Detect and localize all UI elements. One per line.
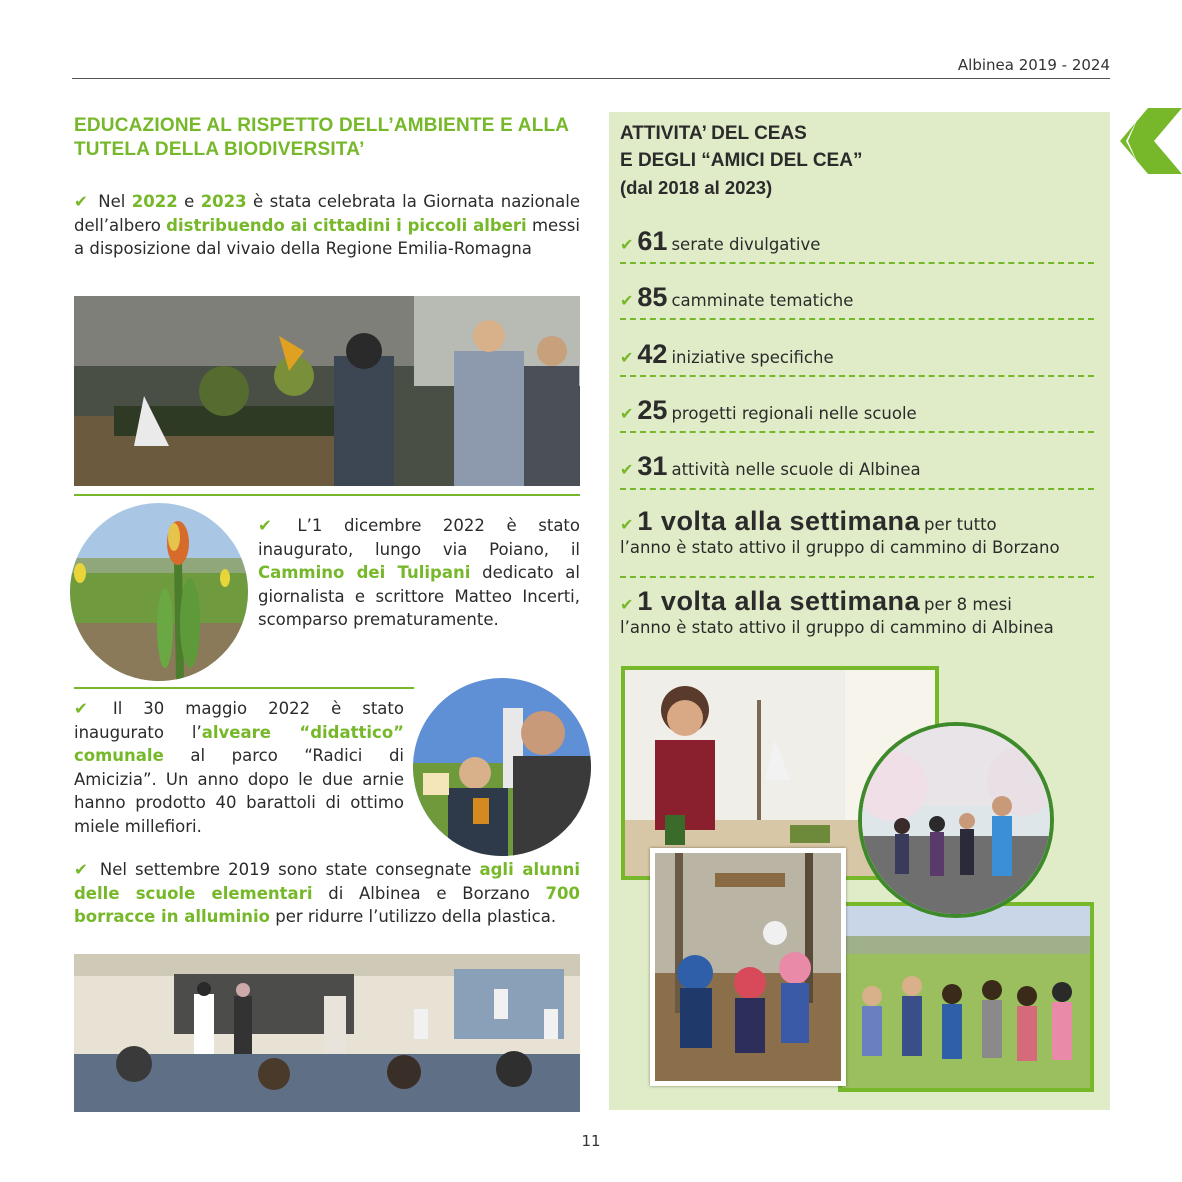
photo-classroom xyxy=(74,954,580,1112)
page-number: 11 xyxy=(581,1132,601,1150)
panel-title-line1: ATTIVITA’ DEL CEAS xyxy=(620,123,807,144)
highlight-2023: 2023 xyxy=(200,192,247,211)
weekly-stat-borzano xyxy=(620,506,1094,559)
stat-number: 25 xyxy=(637,395,668,425)
check-icon: ✔ xyxy=(620,235,634,254)
text: è stata celebrata la Giornata nazionale dell’albero xyxy=(74,192,580,235)
check-icon: ✔ xyxy=(620,515,634,534)
check-icon: ✔ xyxy=(620,460,634,479)
check-icon: ✔ xyxy=(258,516,272,535)
divider xyxy=(74,687,414,689)
dashed-divider xyxy=(620,431,1094,433)
paragraph-water-bottles xyxy=(74,858,580,929)
text: L’1 dicembre 2022 è stato inaugurato, lungo via Poiano, il xyxy=(258,516,580,559)
photo-kids-forest xyxy=(650,848,846,1086)
stat-label: attività nelle scuole di Albinea xyxy=(671,460,921,479)
text: dedicato al giornalista e scrittore Matteo Incerti, scomparso prematuramente. xyxy=(258,563,580,629)
check-icon: ✔ xyxy=(620,404,634,423)
check-icon: ✔ xyxy=(620,291,634,310)
dashed-divider xyxy=(620,576,1094,578)
check-icon: ✔ xyxy=(74,192,88,211)
highlight-trees: distribuendo ai cittadini i piccoli alberi xyxy=(166,215,527,235)
stat-number: 61 xyxy=(637,226,668,256)
chevron-left-icon xyxy=(1120,108,1182,174)
stat-number: 31 xyxy=(637,451,668,481)
weekly-stat-albinea xyxy=(620,586,1094,639)
highlight-2022: 2022 xyxy=(131,192,178,211)
text: al parco “Radici di Amicizia”. Un anno dopo le due arnie hanno prodotto 40 barattoli di ottimo miele millefiori. xyxy=(74,746,404,836)
text: per ridurre l’utilizzo della plastica. xyxy=(269,907,557,926)
photo-group-walk xyxy=(858,722,1054,918)
photo-kids-field xyxy=(838,902,1094,1092)
paragraph-tulip-path xyxy=(258,514,580,632)
section-title: EDUCAZIONE AL RISPETTO DELL’AMBIENTE E ALLA TUTELA DELLA BIODIVERSITA’ xyxy=(74,115,569,160)
text: Nel settembre 2019 sono state consegnate xyxy=(91,860,480,879)
check-icon: ✔ xyxy=(74,860,88,879)
panel-title xyxy=(620,120,1090,174)
stat-number: 1 volta alla settimana xyxy=(637,586,921,616)
stat-label: per 8 mesi xyxy=(924,595,1012,614)
photo-tree-distribution xyxy=(74,296,580,486)
highlight-students: agli alunni delle scuole elementari xyxy=(74,860,581,903)
header-title: Albinea 2019 - 2024 xyxy=(957,56,1110,74)
check-icon: ✔ xyxy=(74,699,88,718)
check-icon: ✔ xyxy=(620,348,634,367)
stat-number: 1 volta alla settimana xyxy=(637,506,921,536)
text: e xyxy=(177,192,201,211)
highlight-bottles: 700 borracce in alluminio xyxy=(74,883,580,926)
stat-number: 42 xyxy=(637,339,668,369)
stat-number: 85 xyxy=(637,282,668,312)
paragraph-beehive xyxy=(74,697,404,838)
text: Nel xyxy=(91,192,132,211)
stat-row xyxy=(620,282,1094,313)
divider xyxy=(74,494,580,496)
stat-continuation: l’anno è stato attivo il gruppo di cammino di Albinea xyxy=(620,618,1054,637)
stat-row xyxy=(620,339,1094,370)
stat-label: camminate tematiche xyxy=(671,291,854,310)
photo-tulips xyxy=(70,503,248,681)
dashed-divider xyxy=(620,262,1094,264)
photo-beehive xyxy=(413,678,591,856)
header-rule xyxy=(72,78,1110,79)
stat-label: iniziative specifiche xyxy=(671,348,834,367)
stat-row xyxy=(620,451,1094,482)
highlight-tulip-path: Cammino dei Tulipani xyxy=(258,563,471,582)
text: di Albinea e Borzano xyxy=(312,883,546,903)
stat-row xyxy=(620,226,1094,257)
panel-subtitle: (dal 2018 al 2023) xyxy=(620,177,773,198)
stat-label: per tutto xyxy=(924,515,997,534)
highlight-beehive: alveare “didattico” comunale xyxy=(74,722,405,765)
stat-label: progetti regionali nelle scuole xyxy=(671,404,917,423)
dashed-divider xyxy=(620,375,1094,377)
text: messi a disposizione dal vivaio della Regione Emilia-Romagna xyxy=(74,215,580,258)
stat-row xyxy=(620,395,1094,426)
stat-label: serate divulgative xyxy=(671,235,821,254)
stat-continuation: l’anno è stato attivo il gruppo di cammino di Borzano xyxy=(620,538,1060,557)
dashed-divider xyxy=(620,318,1094,320)
check-icon: ✔ xyxy=(620,595,634,614)
panel-title-line2: E DEGLI “AMICI DEL CEA” xyxy=(620,150,863,171)
text: Il 30 maggio 2022 è stato inaugurato l’ xyxy=(74,699,404,742)
dashed-divider xyxy=(620,488,1094,490)
paragraph-tree-day xyxy=(74,190,580,261)
